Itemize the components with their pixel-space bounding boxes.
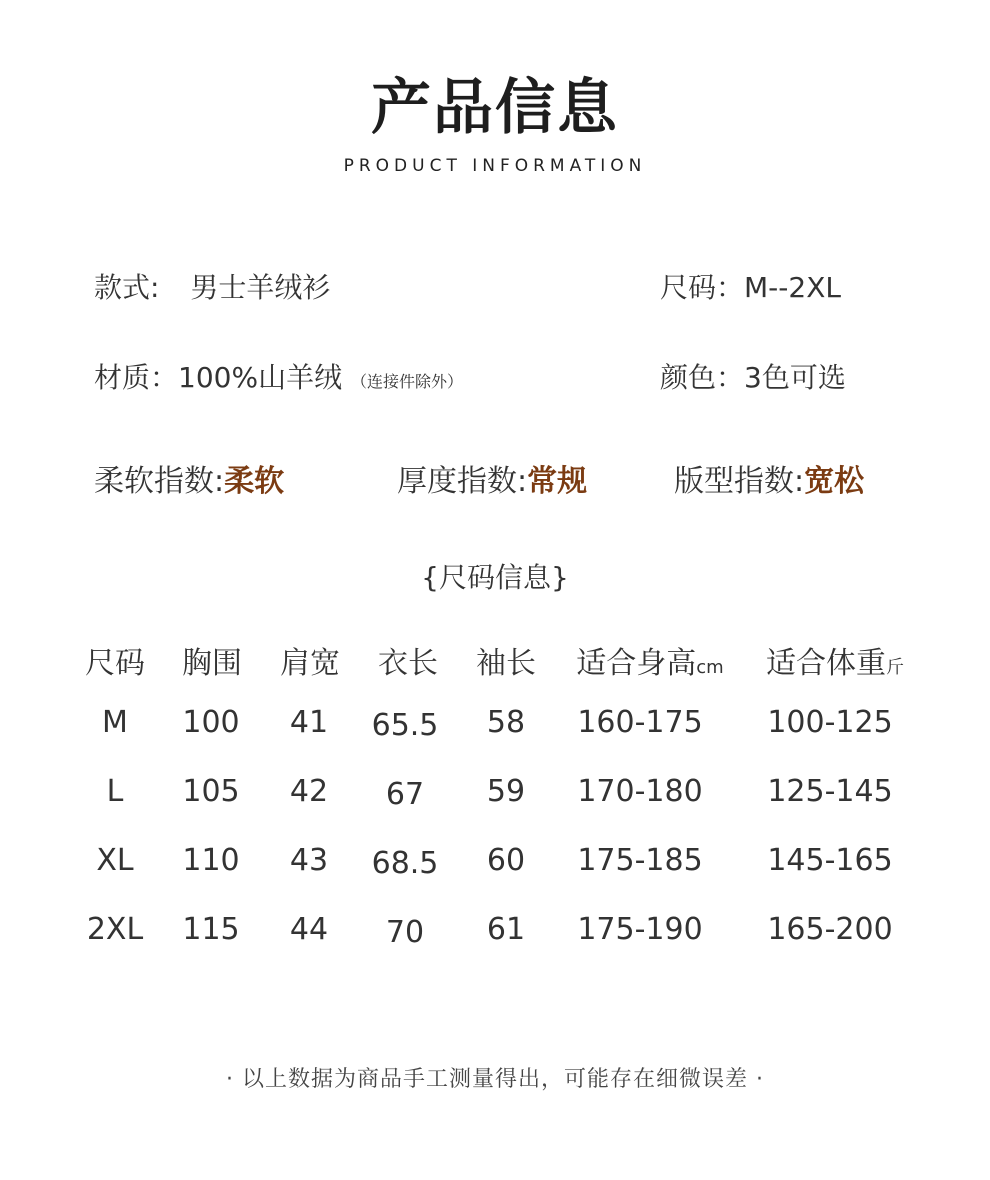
- softness-value: 柔软: [224, 464, 285, 499]
- table-cell: 65.5: [371, 708, 439, 743]
- page-subtitle: PRODUCT INFORMATION: [343, 156, 647, 176]
- thickness-value: 常规: [527, 464, 588, 499]
- table-cell: 125-145: [767, 774, 893, 809]
- header-chest: 胸围: [182, 646, 242, 681]
- table-cell: 2XL: [86, 912, 144, 947]
- table-cell: 110: [182, 843, 240, 878]
- header-weight-label: 适合体重: [766, 646, 886, 681]
- fit-value: 宽松: [804, 464, 865, 499]
- size-info: [660, 266, 841, 306]
- table-cell: 70: [385, 915, 425, 950]
- table-cell: 100: [182, 705, 240, 740]
- table-cell: 175-190: [577, 912, 703, 947]
- thickness-label: 厚度指数:: [397, 464, 528, 499]
- table-cell: XL: [96, 843, 134, 878]
- thickness-index: [397, 456, 587, 500]
- table-cell: M: [102, 705, 128, 740]
- table-cell: 67: [385, 777, 425, 812]
- table-cell: 43: [289, 843, 329, 878]
- table-cell: 44: [289, 912, 329, 947]
- table-cell: 100-125: [767, 705, 893, 740]
- fit-index: [674, 456, 864, 500]
- size-label: 尺码：: [660, 271, 745, 304]
- table-cell: 170-180: [577, 774, 703, 809]
- size-value: M--2XL: [744, 271, 841, 304]
- size-table-heading: {尺码信息}: [421, 561, 569, 594]
- style-value: 男士羊绒衫: [190, 271, 331, 304]
- header-height-label: 适合身高: [576, 646, 697, 681]
- table-cell: 42: [289, 774, 329, 809]
- color-value: 3色可选: [744, 361, 846, 394]
- weight-unit: 斤: [886, 657, 904, 678]
- table-cell: 165-200: [767, 912, 893, 947]
- table-cell: 58: [486, 705, 526, 740]
- header-weight: [766, 638, 904, 682]
- table-cell: 105: [182, 774, 240, 809]
- table-cell: 59: [486, 774, 526, 809]
- table-cell: 68.5: [371, 846, 439, 881]
- table-cell: 41: [289, 705, 329, 740]
- material-note: （连接件除外）: [350, 372, 463, 391]
- header-size: 尺码: [85, 646, 145, 681]
- table-cell: 115: [182, 912, 240, 947]
- softness-index: [94, 456, 284, 500]
- table-cell: 160-175: [577, 705, 703, 740]
- header-sleeve: 袖长: [476, 646, 536, 681]
- material-info: [94, 356, 463, 396]
- table-cell: 175-185: [577, 843, 703, 878]
- height-unit: cm: [696, 657, 724, 678]
- page-title: 产品信息: [371, 73, 619, 143]
- table-cell: 145-165: [767, 843, 893, 878]
- color-info: [660, 356, 846, 396]
- table-cell: 60: [486, 843, 526, 878]
- material-label: 材质：: [94, 361, 179, 394]
- material-value: 100%山羊绒: [178, 361, 343, 394]
- measurement-note: · 以上数据为商品手工测量得出，可能存在细微误差 ·: [226, 1067, 764, 1092]
- style-info: [94, 266, 330, 306]
- table-cell: L: [106, 774, 124, 809]
- color-label: 颜色：: [660, 361, 745, 394]
- table-cell: 61: [486, 912, 526, 947]
- fit-label: 版型指数:: [674, 464, 805, 499]
- header-shoulder: 肩宽: [280, 646, 340, 681]
- softness-label: 柔软指数:: [94, 464, 225, 499]
- header-length: 衣长: [378, 646, 438, 681]
- style-label: 款式:: [94, 271, 160, 304]
- header-height: [576, 638, 723, 682]
